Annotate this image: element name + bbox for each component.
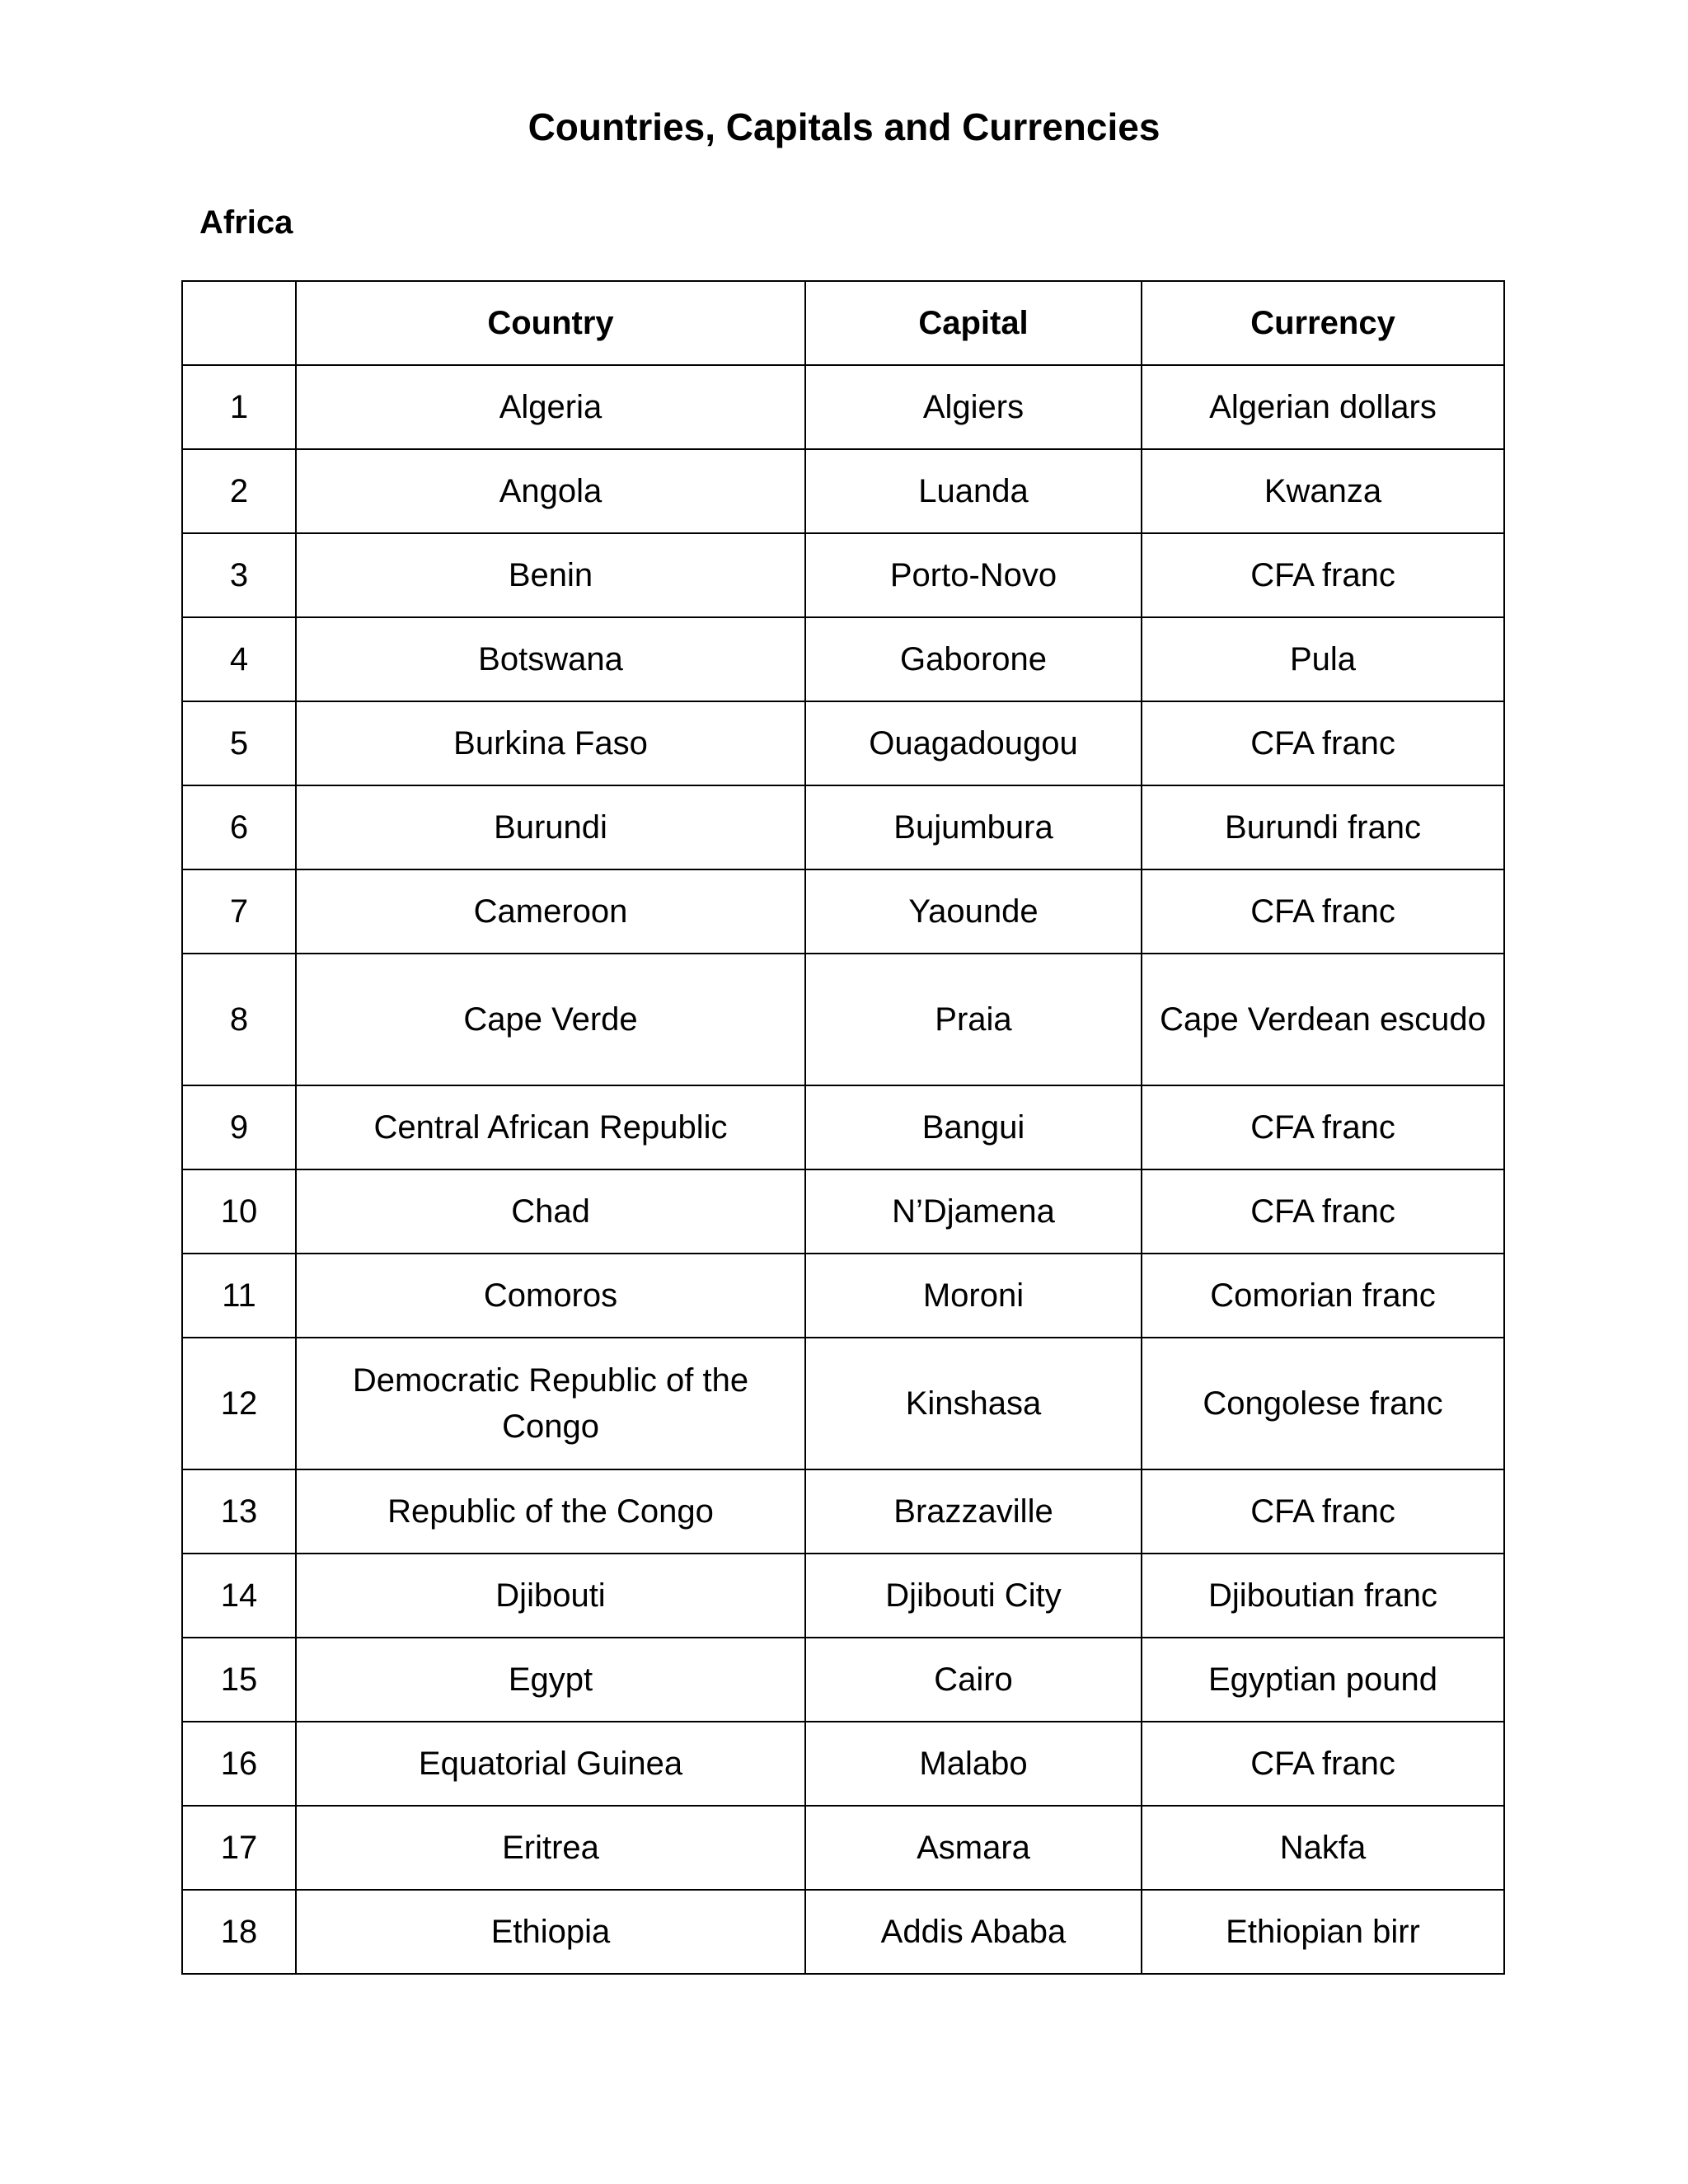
currency-cell: Pula: [1142, 617, 1504, 701]
capital-cell: Bujumbura: [805, 785, 1142, 869]
capital-cell: Porto-Novo: [805, 533, 1142, 617]
country-cell: Ethiopia: [296, 1890, 805, 1974]
capital-cell: Moroni: [805, 1254, 1142, 1338]
country-cell: Djibouti: [296, 1554, 805, 1638]
capital-cell: Yaounde: [805, 869, 1142, 954]
document-title: Countries, Capitals and Currencies: [528, 105, 1160, 148]
currency-cell: Kwanza: [1142, 449, 1504, 533]
capital-cell: Asmara: [805, 1806, 1142, 1890]
country-cell: Benin: [296, 533, 805, 617]
country-cell: Democratic Republic of the Congo: [296, 1338, 805, 1469]
table-row: [182, 617, 1504, 701]
currency-cell: CFA franc: [1142, 1085, 1504, 1169]
country-cell: Comoros: [296, 1254, 805, 1338]
table-row: [182, 1554, 1504, 1638]
capital-cell: Bangui: [805, 1085, 1142, 1169]
table-row: [182, 365, 1504, 449]
capital-cell: N’Djamena: [805, 1169, 1142, 1254]
row-number: 8: [182, 954, 296, 1085]
table-row: [182, 701, 1504, 785]
country-cell: Cameroon: [296, 869, 805, 954]
table-row: [182, 1469, 1504, 1554]
row-number: 18: [182, 1890, 296, 1974]
country-cell: Chad: [296, 1169, 805, 1254]
table-row: [182, 785, 1504, 869]
country-cell: Cape Verde: [296, 954, 805, 1085]
capital-cell: Luanda: [805, 449, 1142, 533]
capital-cell: Brazzaville: [805, 1469, 1142, 1554]
countries-table: [181, 280, 1505, 1975]
header-number: [182, 281, 296, 365]
capital-cell: Djibouti City: [805, 1554, 1142, 1638]
currency-cell: Comorian franc: [1142, 1254, 1504, 1338]
table-row: [182, 1338, 1504, 1469]
table-row: [182, 449, 1504, 533]
country-cell: Algeria: [296, 365, 805, 449]
capital-cell: Kinshasa: [805, 1338, 1142, 1469]
row-number: 10: [182, 1169, 296, 1254]
row-number: 6: [182, 785, 296, 869]
currency-cell: CFA franc: [1142, 1169, 1504, 1254]
country-cell: Angola: [296, 449, 805, 533]
currency-cell: CFA franc: [1142, 869, 1504, 954]
capital-cell: Ouagadougou: [805, 701, 1142, 785]
country-cell: Burkina Faso: [296, 701, 805, 785]
currency-cell: Djiboutian franc: [1142, 1554, 1504, 1638]
table-row: [182, 533, 1504, 617]
capital-cell: Addis Ababa: [805, 1890, 1142, 1974]
currency-cell: Burundi franc: [1142, 785, 1504, 869]
currency-cell: Nakfa: [1142, 1806, 1504, 1890]
table-row: [182, 1722, 1504, 1806]
row-number: 9: [182, 1085, 296, 1169]
table-row: [182, 1085, 1504, 1169]
row-number: 12: [182, 1338, 296, 1469]
table-row: [182, 1890, 1504, 1974]
row-number: 13: [182, 1469, 296, 1554]
currency-cell: Egyptian pound: [1142, 1638, 1504, 1722]
table-row: [182, 1254, 1504, 1338]
capital-cell: Cairo: [805, 1638, 1142, 1722]
currency-cell: CFA franc: [1142, 701, 1504, 785]
currency-cell: CFA franc: [1142, 1722, 1504, 1806]
table-row: [182, 954, 1504, 1085]
header-country: Country: [296, 281, 805, 365]
section-heading: Africa: [199, 204, 293, 241]
capital-cell: Algiers: [805, 365, 1142, 449]
capital-cell: Malabo: [805, 1722, 1142, 1806]
row-number: 5: [182, 701, 296, 785]
row-number: 11: [182, 1254, 296, 1338]
table-row: [182, 1638, 1504, 1722]
row-number: 16: [182, 1722, 296, 1806]
header-currency: Currency: [1142, 281, 1504, 365]
capital-cell: Gaborone: [805, 617, 1142, 701]
currency-cell: Ethiopian birr: [1142, 1890, 1504, 1974]
country-cell: Eritrea: [296, 1806, 805, 1890]
table-row: [182, 1806, 1504, 1890]
country-cell: Burundi: [296, 785, 805, 869]
country-cell: Egypt: [296, 1638, 805, 1722]
row-number: 7: [182, 869, 296, 954]
row-number: 15: [182, 1638, 296, 1722]
table-header-row: [182, 281, 1504, 365]
row-number: 17: [182, 1806, 296, 1890]
capital-cell: Praia: [805, 954, 1142, 1085]
table-row: [182, 869, 1504, 954]
row-number: 3: [182, 533, 296, 617]
country-cell: Equatorial Guinea: [296, 1722, 805, 1806]
country-cell: Republic of the Congo: [296, 1469, 805, 1554]
currency-cell: CFA franc: [1142, 1469, 1504, 1554]
row-number: 4: [182, 617, 296, 701]
currency-cell: Algerian dollars: [1142, 365, 1504, 449]
currency-cell: Congolese franc: [1142, 1338, 1504, 1469]
row-number: 14: [182, 1554, 296, 1638]
row-number: 1: [182, 365, 296, 449]
currency-cell: Cape Verdean escudo: [1142, 954, 1504, 1085]
row-number: 2: [182, 449, 296, 533]
currency-cell: CFA franc: [1142, 533, 1504, 617]
header-capital: Capital: [805, 281, 1142, 365]
country-cell: Central African Republic: [296, 1085, 805, 1169]
country-cell: Botswana: [296, 617, 805, 701]
table-row: [182, 1169, 1504, 1254]
